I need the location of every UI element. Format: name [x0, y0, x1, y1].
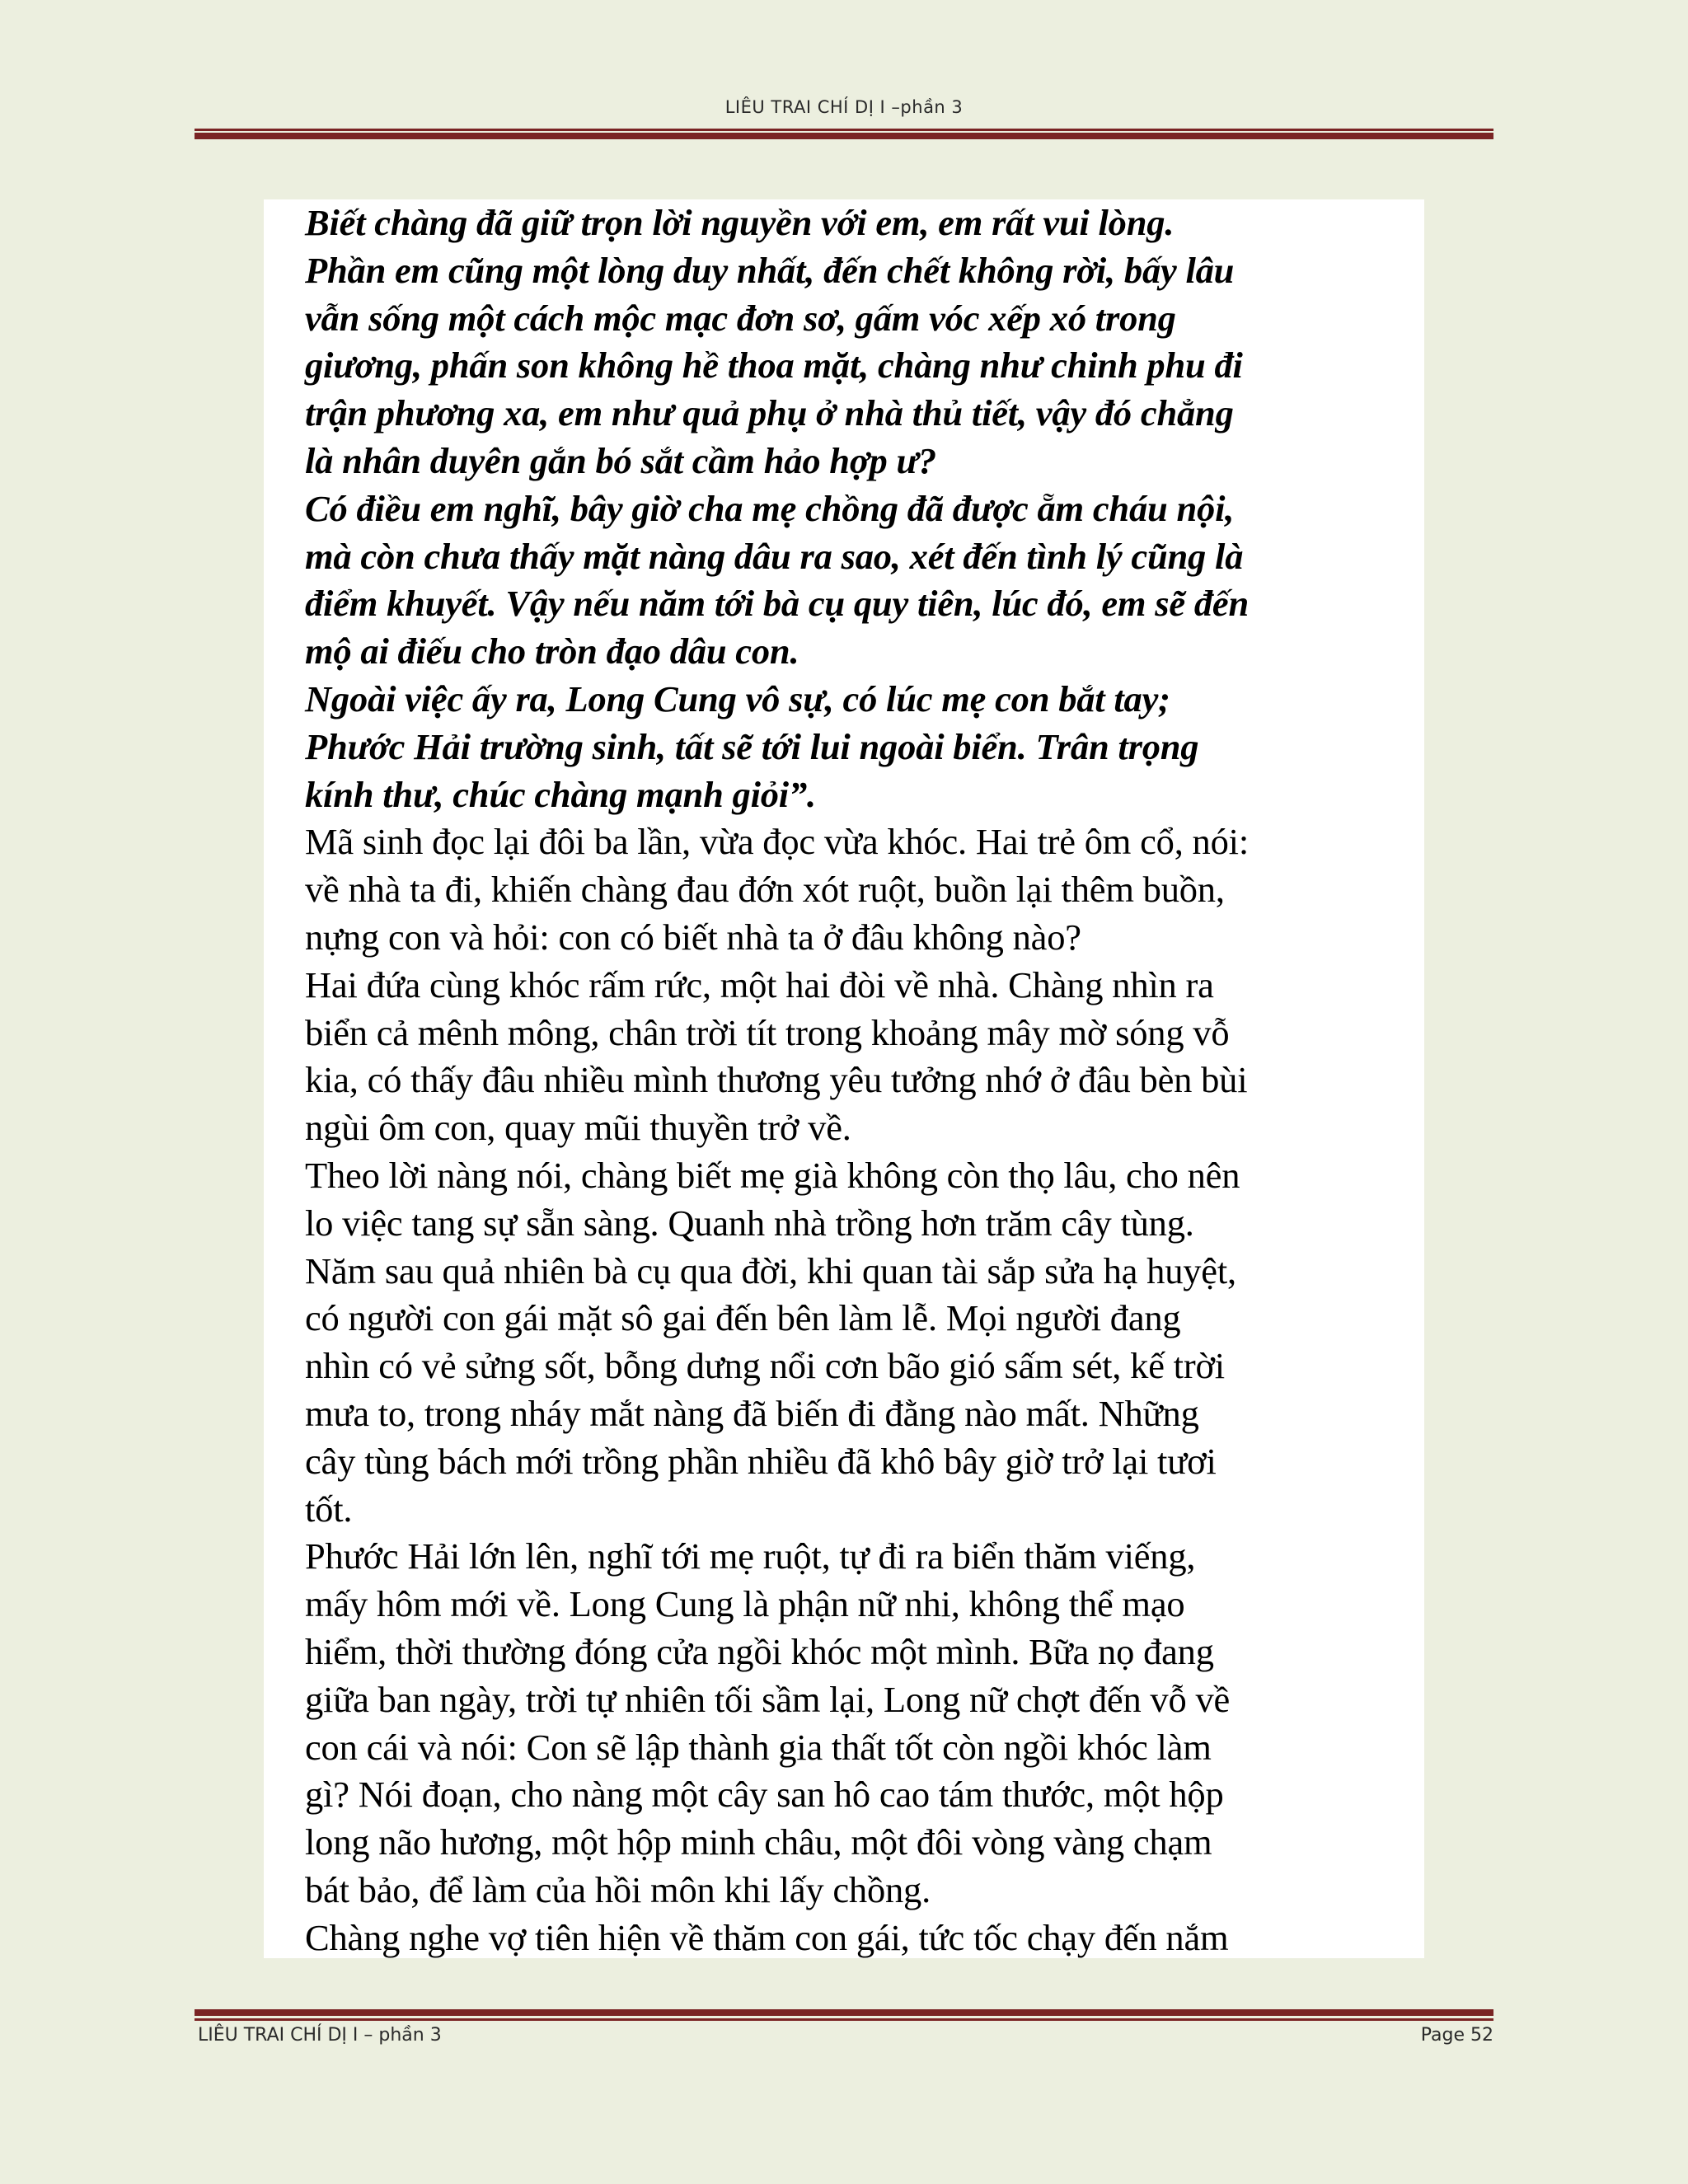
- narrative-line: mưa to, trong nháy mắt nàng đã biến đi đằng nào mất. Những: [305, 1392, 1199, 1434]
- narrative-line: có người con gái mặt sô gai đến bên làm lễ. Mọi người đang: [305, 1297, 1181, 1339]
- letter-line: Biết chàng đã giữ trọn lời nguyền với em, em rất vui lòng.: [305, 202, 1175, 243]
- narrative-line: Theo lời nàng nói, chàng biết mẹ già không còn thọ lâu, cho nên: [305, 1154, 1240, 1196]
- letter-line: Ngoài việc ấy ra, Long Cung vô sự, có lúc mẹ con bắt tay;: [305, 677, 1170, 719]
- narrative-line: về nhà ta đi, khiến chàng đau đớn xót ruột, buồn lại thêm buồn,: [305, 869, 1225, 911]
- letter-section: [305, 199, 1409, 818]
- footer-rule-thick: [195, 2009, 1493, 2016]
- letter-line: giương, phấn son không hề thoa mặt, chàng như chinh phu đi: [305, 344, 1243, 387]
- footer-rule-thin: [195, 2018, 1493, 2021]
- body-text: [305, 199, 1409, 1958]
- narrative-line: con cái và nói: Con sẽ lập thành gia thất tốt còn ngồi khóc làm: [305, 1726, 1212, 1768]
- letter-line: là nhân duyên gắn bó sắt cầm hảo hợp ư?: [305, 439, 937, 481]
- narrative-line: Mã sinh đọc lại đôi ba lần, vừa đọc vừa khóc. Hai trẻ ôm cổ, nói:: [305, 821, 1249, 863]
- letter-line: mà còn chưa thấy mặt nàng dâu ra sao, xét đến tình lý cũng là: [305, 535, 1244, 577]
- narrative-line: Năm sau quả nhiên bà cụ qua đời, khi quan tài sắp sửa hạ huyệt,: [305, 1249, 1236, 1291]
- narrative-line: cây tùng bách mới trồng phần nhiều đã khô bây giờ trở lại tươi: [305, 1440, 1217, 1482]
- narrative-line: Hai đứa cùng khóc rấm rức, một hai đòi về nhà. Chàng nhìn ra: [305, 963, 1214, 1005]
- letter-line: kính thư, chúc chàng mạnh giỏi”.: [305, 773, 816, 815]
- narrative-line: nhìn có vẻ sửng sốt, bỗng dưng nổi cơn bão gió sấm sét, kế trời: [305, 1345, 1225, 1387]
- header-title: LIÊU TRAI CHÍ DỊ I –phần 3: [724, 97, 964, 117]
- narrative-line: mấy hôm mới về. Long Cung là phận nữ nhi, không thể mạo: [305, 1583, 1185, 1625]
- letter-line: điểm khuyết. Vậy nếu năm tới bà cụ quy tiên, lúc đó, em sẽ đến: [305, 583, 1249, 625]
- narrative-line: giữa ban ngày, trời tự nhiên tối sầm lại, Long nữ chợt đến vỗ về: [305, 1678, 1231, 1720]
- narrative-line: kia, có thấy đâu nhiều mình thương yêu tưởng nhớ ở đâu bèn bùi: [305, 1059, 1248, 1101]
- narrative-section: [305, 818, 1409, 1958]
- narrative-line: gì? Nói đoạn, cho nàng một cây san hô cao tám thước, một hộp: [305, 1774, 1224, 1816]
- narrative-line: bát bảo, để làm của hồi môn khi lấy chồng.: [305, 1868, 931, 1910]
- narrative-line: tốt.: [305, 1488, 353, 1530]
- narrative-line: biển cả mênh mông, chân trời tít trong khoảng mây mờ sóng vỗ: [305, 1011, 1230, 1053]
- header-rule-thick: [195, 133, 1493, 139]
- letter-line: trận phương xa, em như quả phụ ở nhà thủ tiết, vậy đó chẳng: [305, 392, 1234, 434]
- narrative-line: lo việc tang sự sẵn sàng. Quanh nhà trồng hơn trăm cây tùng.: [305, 1202, 1194, 1244]
- header-rule-thin: [195, 129, 1493, 131]
- letter-line: vẫn sống một cách mộc mạc đơn sơ, gấm vóc xếp xó trong: [305, 297, 1176, 339]
- narrative-line: Phước Hải lớn lên, nghĩ tới mẹ ruột, tự đi ra biển thăm viếng,: [305, 1535, 1196, 1577]
- letter-line: mộ ai điếu cho tròn đạo dâu con.: [305, 630, 799, 673]
- letter-line: Có điều em nghĩ, bây giờ cha mẹ chồng đã được ẵm cháu nội,: [305, 487, 1235, 529]
- narrative-line: Chàng nghe vợ tiên hiện về thăm con gái, tức tốc chạy đến nắm: [305, 1916, 1229, 1958]
- narrative-line: long não hương, một hộp minh châu, một đôi vòng vàng chạm: [305, 1821, 1212, 1863]
- letter-line: Phần em cũng một lòng duy nhất, đến chết không rời, bấy lâu: [305, 249, 1235, 291]
- content-panel: [264, 199, 1424, 1958]
- narrative-line: ngùi ôm con, quay mũi thuyền trở về.: [305, 1107, 851, 1149]
- narrative-line: hiểm, thời thường đóng cửa ngồi khóc một mình. Bữa nọ đang: [305, 1630, 1214, 1672]
- narrative-line: nựng con và hỏi: con có biết nhà ta ở đâu không nào?: [305, 916, 1081, 958]
- letter-line: Phước Hải trường sinh, tất sẽ tới lui ngoài biển. Trân trọng: [305, 725, 1199, 767]
- footer-running-title: LIÊU TRAI CHÍ DỊ I – phần 3: [198, 2025, 442, 2046]
- page-number: Page 52: [1420, 2025, 1493, 2046]
